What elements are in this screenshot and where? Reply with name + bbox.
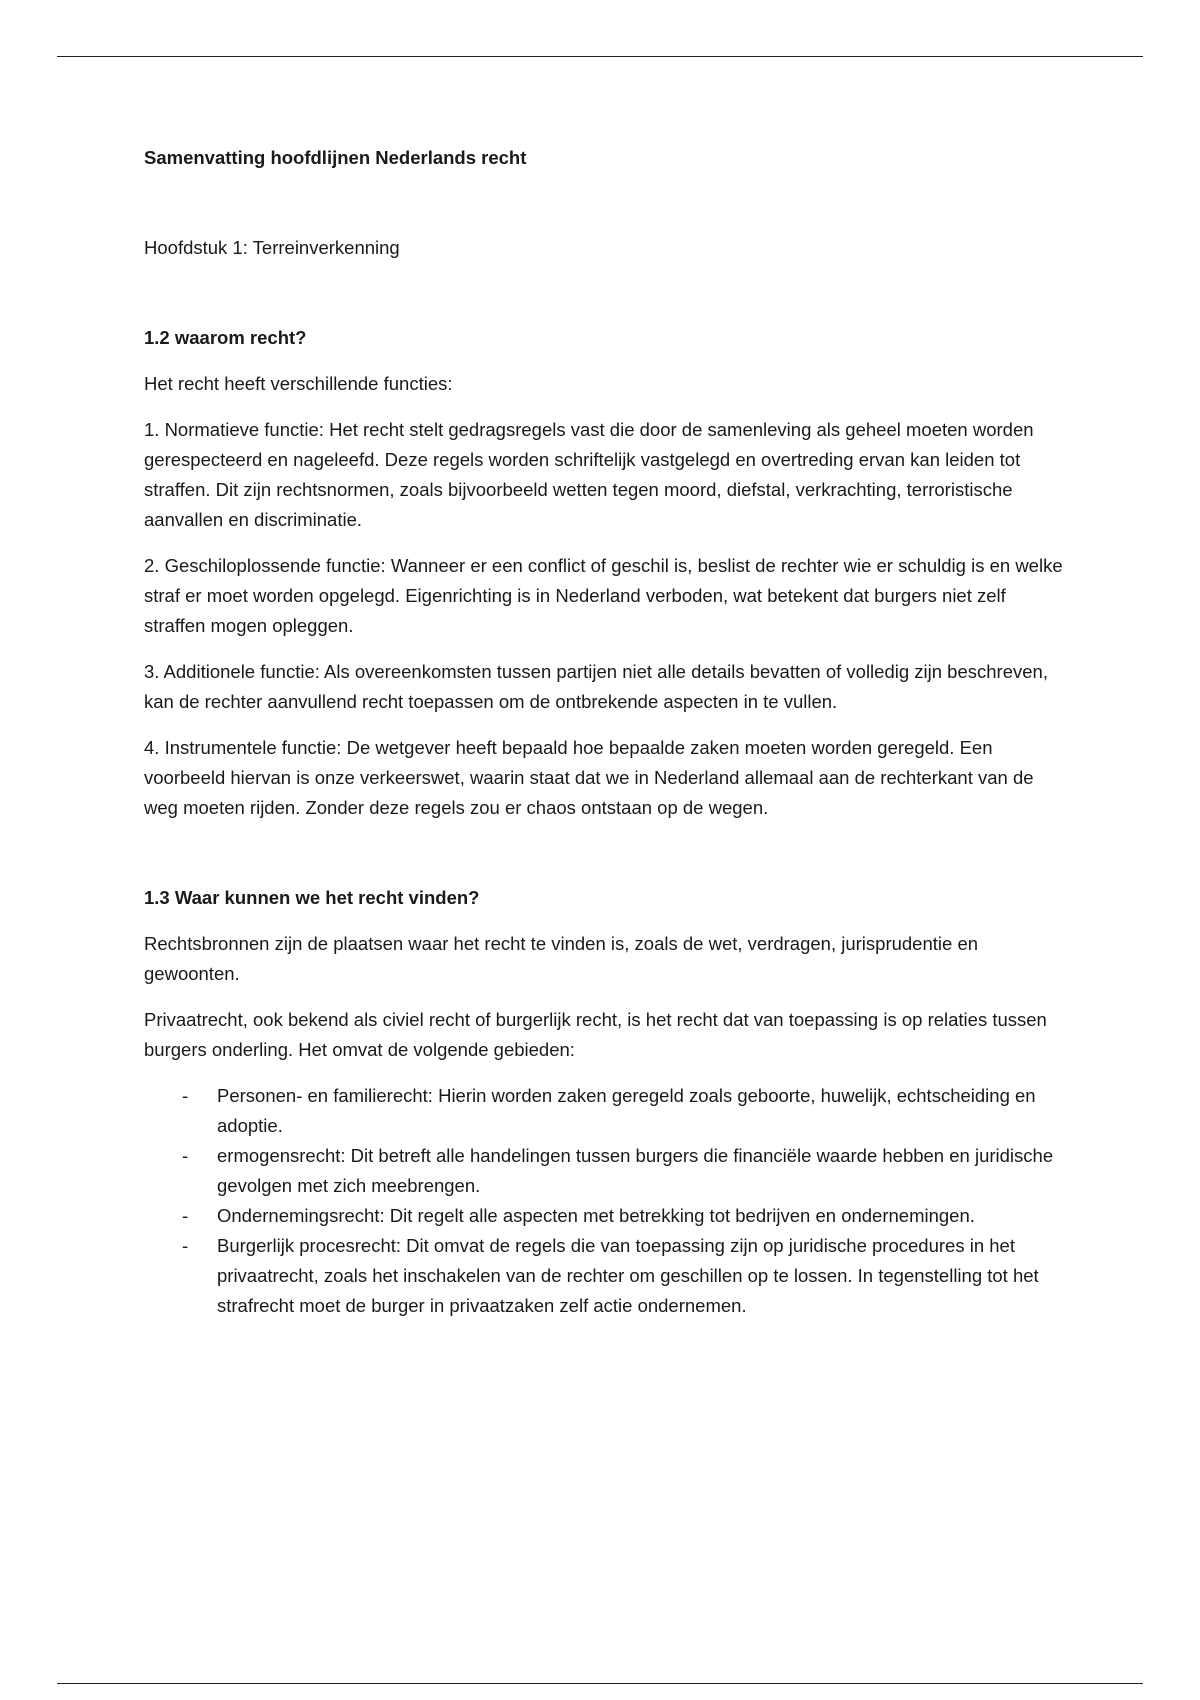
list-item-text: Personen- en familierecht: Hierin worden zaken geregeld zoals geboorte, huwelijk, echtscheiding en adoptie. [217, 1085, 1036, 1136]
section-heading-1-2: 1.2 waarom recht? [144, 327, 307, 348]
page-footer-rule [57, 1683, 1143, 1684]
list-item [144, 1201, 1064, 1231]
paragraph-additionele-functie: 3. Additionele functie: Als overeenkomsten tussen partijen niet alle details bevatten of volledig zijn beschreven, kan de rechter aanvullend recht toepassen om de ontbrekende aspecten in te vullen. [144, 661, 1048, 712]
document-page [144, 143, 1064, 1321]
bullet-dash: - [182, 1145, 189, 1166]
list-item [144, 1231, 1064, 1321]
list-item-text: Ondernemingsrecht: Dit regelt alle aspecten met betrekking tot bedrijven en ondernemingen. [217, 1205, 975, 1226]
paragraph-rechtsbronnen: Rechtsbronnen zijn de plaatsen waar het recht te vinden is, zoals de wet, verdragen, jurisprudentie en gewoonten. [144, 933, 979, 984]
bullet-dash: - [182, 1205, 189, 1226]
privaatrecht-areas-list [144, 1081, 1064, 1321]
paragraph-geschiloplossende-functie: 2. Geschiloplossende functie: Wanneer er een conflict of geschil is, beslist de rechter wie er schuldig is en welke straf er moet worden opgelegd. Eigenrichting is in Nederland verboden, wat betekent dat burgers niet zelf straffen mogen opleggen. [144, 555, 1063, 636]
paragraph-instrumentele-functie: 4. Instrumentele functie: De wetgever heeft bepaald hoe bepaalde zaken moeten worden geregeld. Een voorbeeld hiervan is onze verkeerswet, waarin staat dat we in Nederland allemaal aan de rechterkant van de weg moeten rijden. Zonder deze regels zou er chaos ontstaan op de wegen. [144, 737, 1034, 818]
paragraph-privaatrecht: Privaatrecht, ook bekend als civiel recht of burgerlijk recht, is het recht dat van toepassing is op relaties tussen burgers onderling. Het omvat de volgende gebieden: [144, 1009, 1047, 1060]
chapter-heading: Hoofdstuk 1: Terreinverkenning [144, 237, 400, 258]
list-item [144, 1081, 1064, 1141]
section-heading-1-3: 1.3 Waar kunnen we het recht vinden? [144, 887, 480, 908]
list-item-text: ermogensrecht: Dit betreft alle handelingen tussen burgers die financiële waarde hebben en juridische gevolgen met zich meebrengen. [217, 1145, 1054, 1196]
section-intro: Het recht heeft verschillende functies: [144, 373, 453, 394]
page-header-rule [57, 56, 1143, 57]
paragraph-normatieve-functie: 1. Normatieve functie: Het recht stelt gedragsregels vast die door de samenleving als geheel moeten worden gerespecteerd en nageleefd. Deze regels worden schriftelijk vastgelegd en overtreding ervan kan leiden tot straffen. Dit zijn rechtsnormen, zoals bijvoorbeeld wetten tegen moord, diefstal, verkrachting, terroristische aanvallen en discriminatie. [144, 419, 1034, 530]
bullet-dash: - [182, 1085, 189, 1106]
bullet-dash: - [182, 1235, 189, 1256]
list-item [144, 1141, 1064, 1201]
list-item-text: Burgerlijk procesrecht: Dit omvat de regels die van toepassing zijn op juridische procedures in het privaatrecht, zoals het inschakelen van de rechter om geschillen op te lossen. In tegenstelling tot het strafrecht moet de burger in privaatzaken zelf actie ondernemen. [217, 1235, 1039, 1316]
document-title: Samenvatting hoofdlijnen Nederlands recht [144, 147, 527, 168]
